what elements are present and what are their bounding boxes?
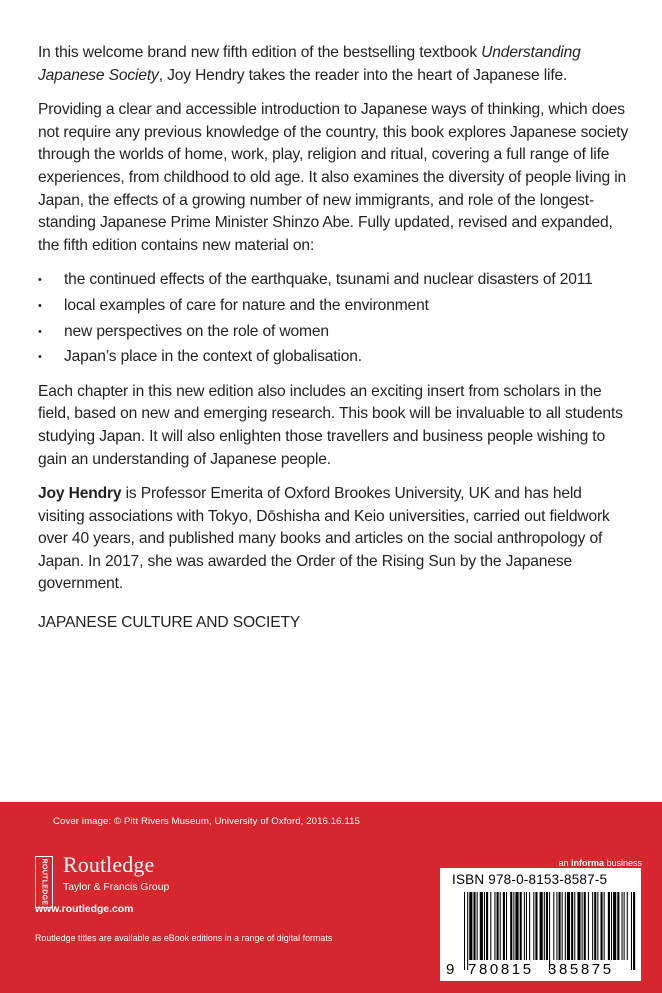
barcode-bar <box>477 892 478 960</box>
ebook-note: Routledge titles are available as eBook editions in a range of digital formats <box>35 933 333 943</box>
barcode-bar <box>622 892 623 960</box>
intro-text-end: , Joy Hendry takes the reader into the heart of Japanese life. <box>158 66 568 84</box>
barcode-bar <box>574 892 575 960</box>
informa-suffix: business <box>603 858 642 868</box>
barcode-bar <box>503 892 505 960</box>
barcode-bar <box>567 892 570 960</box>
barcode-bar <box>584 892 586 960</box>
routledge-mark-text: ROUTLEDGE <box>40 858 48 906</box>
list-item <box>38 295 632 318</box>
barcode-bar <box>464 892 465 970</box>
barcode-bar <box>577 892 580 960</box>
book-title: Understanding Japanese Society <box>38 44 581 84</box>
informa-brand: informa <box>570 858 604 868</box>
barcode-bar <box>571 892 573 960</box>
barcode-bar <box>497 892 499 960</box>
barcode-bar <box>633 892 635 970</box>
barcode-bar <box>515 892 518 960</box>
routledge-mark-icon <box>35 856 53 908</box>
new-material-list <box>38 269 632 368</box>
barcode-bar <box>533 892 534 960</box>
barcode-digit-lead: 9 <box>446 961 455 978</box>
publisher-group: Taylor & Francis Group <box>63 882 170 893</box>
barcode-bar <box>559 892 561 960</box>
barcode-bar <box>588 892 589 960</box>
list-item <box>38 321 632 344</box>
series-name: JAPANESE CULTURE AND SOCIETY <box>38 614 301 632</box>
barcode-bar <box>565 892 566 960</box>
barcode-bar <box>553 892 554 960</box>
chapter-paragraph: Each chapter in this new edition also includes an exciting insert from scholars in the field, based on new and emerging research. This book will be invaluable to all students studying Japan. It will also enlighten those travellers and business people wishing to gain an understanding of Japanese people. <box>38 382 623 468</box>
routledge-logo <box>35 852 235 922</box>
barcode-bar <box>524 892 525 960</box>
barcode-bar <box>473 892 475 960</box>
barcode-bar <box>631 892 632 970</box>
barcode-bar <box>510 892 512 960</box>
barcode-bar <box>513 892 514 960</box>
barcode-bar <box>506 892 507 960</box>
barcode-bar <box>486 892 488 960</box>
barcode-bar <box>549 892 550 970</box>
barcode-bar <box>469 892 472 960</box>
barcode-bar <box>562 892 563 960</box>
barcode-bar <box>582 892 583 960</box>
barcode-bar <box>500 892 501 960</box>
barcode-bar <box>467 892 468 970</box>
barcode-bar <box>520 892 522 960</box>
blurb <box>38 42 632 647</box>
barcode-bar <box>594 892 596 960</box>
bullet-icon: • <box>38 325 42 338</box>
barcode-bar <box>494 892 495 960</box>
barcode-bar <box>604 892 605 960</box>
author-paragraph <box>38 483 632 596</box>
bullet-icon: • <box>38 274 42 287</box>
barcode-bar <box>617 892 619 960</box>
barcode-bar <box>597 892 598 960</box>
barcode-bar <box>611 892 612 960</box>
barcode-bar <box>540 892 543 960</box>
intro-paragraph <box>38 42 632 87</box>
bullet-icon: • <box>38 299 42 312</box>
barcode-digits-right: 385875 <box>548 961 614 978</box>
barcode-bar <box>484 892 485 960</box>
isbn-text: ISBN 978-0-8153-8587-5 <box>452 872 608 887</box>
barcode-bar <box>529 892 530 960</box>
barcode-bar <box>490 892 491 960</box>
barcode-digits-left: 780815 <box>468 961 534 978</box>
publisher-url[interactable]: www.routledge.com <box>35 904 134 915</box>
list-item-text: local examples of care for nature and the environment <box>64 296 429 314</box>
publisher-name: Routledge <box>63 852 155 877</box>
barcode-bar <box>546 892 548 960</box>
publisher-footer <box>0 802 662 993</box>
list-item-text: new perspectives on the role of women <box>64 322 329 340</box>
barcode-bar <box>624 892 625 960</box>
informa-prefix: an <box>558 858 571 868</box>
author-bio: is Professor Emerita of Oxford Brookes University, UK and has held visiting associations with Tokyo, Dōshisha and Keio universities, carried out fieldwork over 40 years, and published many books and articles on the social anthropology of Japan. In 2017, she was awarded the Order of the Rising Sun by the Japanese government. <box>38 485 610 593</box>
description-paragraph: Providing a clear and accessible introduction to Japanese ways of thinking, which does not require any previous knowledge of the country, this book explores Japanese society through the worlds of home, work, play, religion and ritual, covering a full range of life experiences, from childhood to old age. It also examines the diversity of people living in Japan, the effects of a growing number of new immigrants, and role of the longest-standing Japanese Prime Minister Shinzo Abe. Fully updated, revised and expanded, the fifth edition contains new material on: <box>38 101 629 254</box>
barcode-bar <box>613 892 616 960</box>
bullet-icon: • <box>38 351 42 364</box>
author-name: Joy Hendry <box>38 485 122 503</box>
barcode-bar <box>544 892 545 960</box>
informa-tagline <box>558 858 642 868</box>
barcode-icon <box>440 868 641 981</box>
isbn-barcode <box>440 868 641 981</box>
barcode-bar <box>535 892 537 960</box>
barcode-bar <box>592 892 593 960</box>
list-item <box>38 346 632 369</box>
barcode-bar <box>526 892 527 960</box>
cover-credit: Cover image: © Pitt Rivers Museum, University of Oxford, 2016.16.115 <box>53 816 360 827</box>
list-item <box>38 269 632 292</box>
barcode-bar <box>601 892 603 960</box>
list-item-text: Japan’s place in the context of globalisation. <box>64 348 362 366</box>
barcode-bar <box>627 892 628 960</box>
intro-text: In this welcome brand new fifth edition of the bestselling textbook <box>38 44 482 61</box>
barcode-bar <box>556 892 557 960</box>
barcode-bar <box>480 892 483 960</box>
list-item-text: the continued effects of the earthquake, tsunami and nuclear disasters of 2011 <box>64 271 593 289</box>
barcode-bar <box>608 892 610 960</box>
